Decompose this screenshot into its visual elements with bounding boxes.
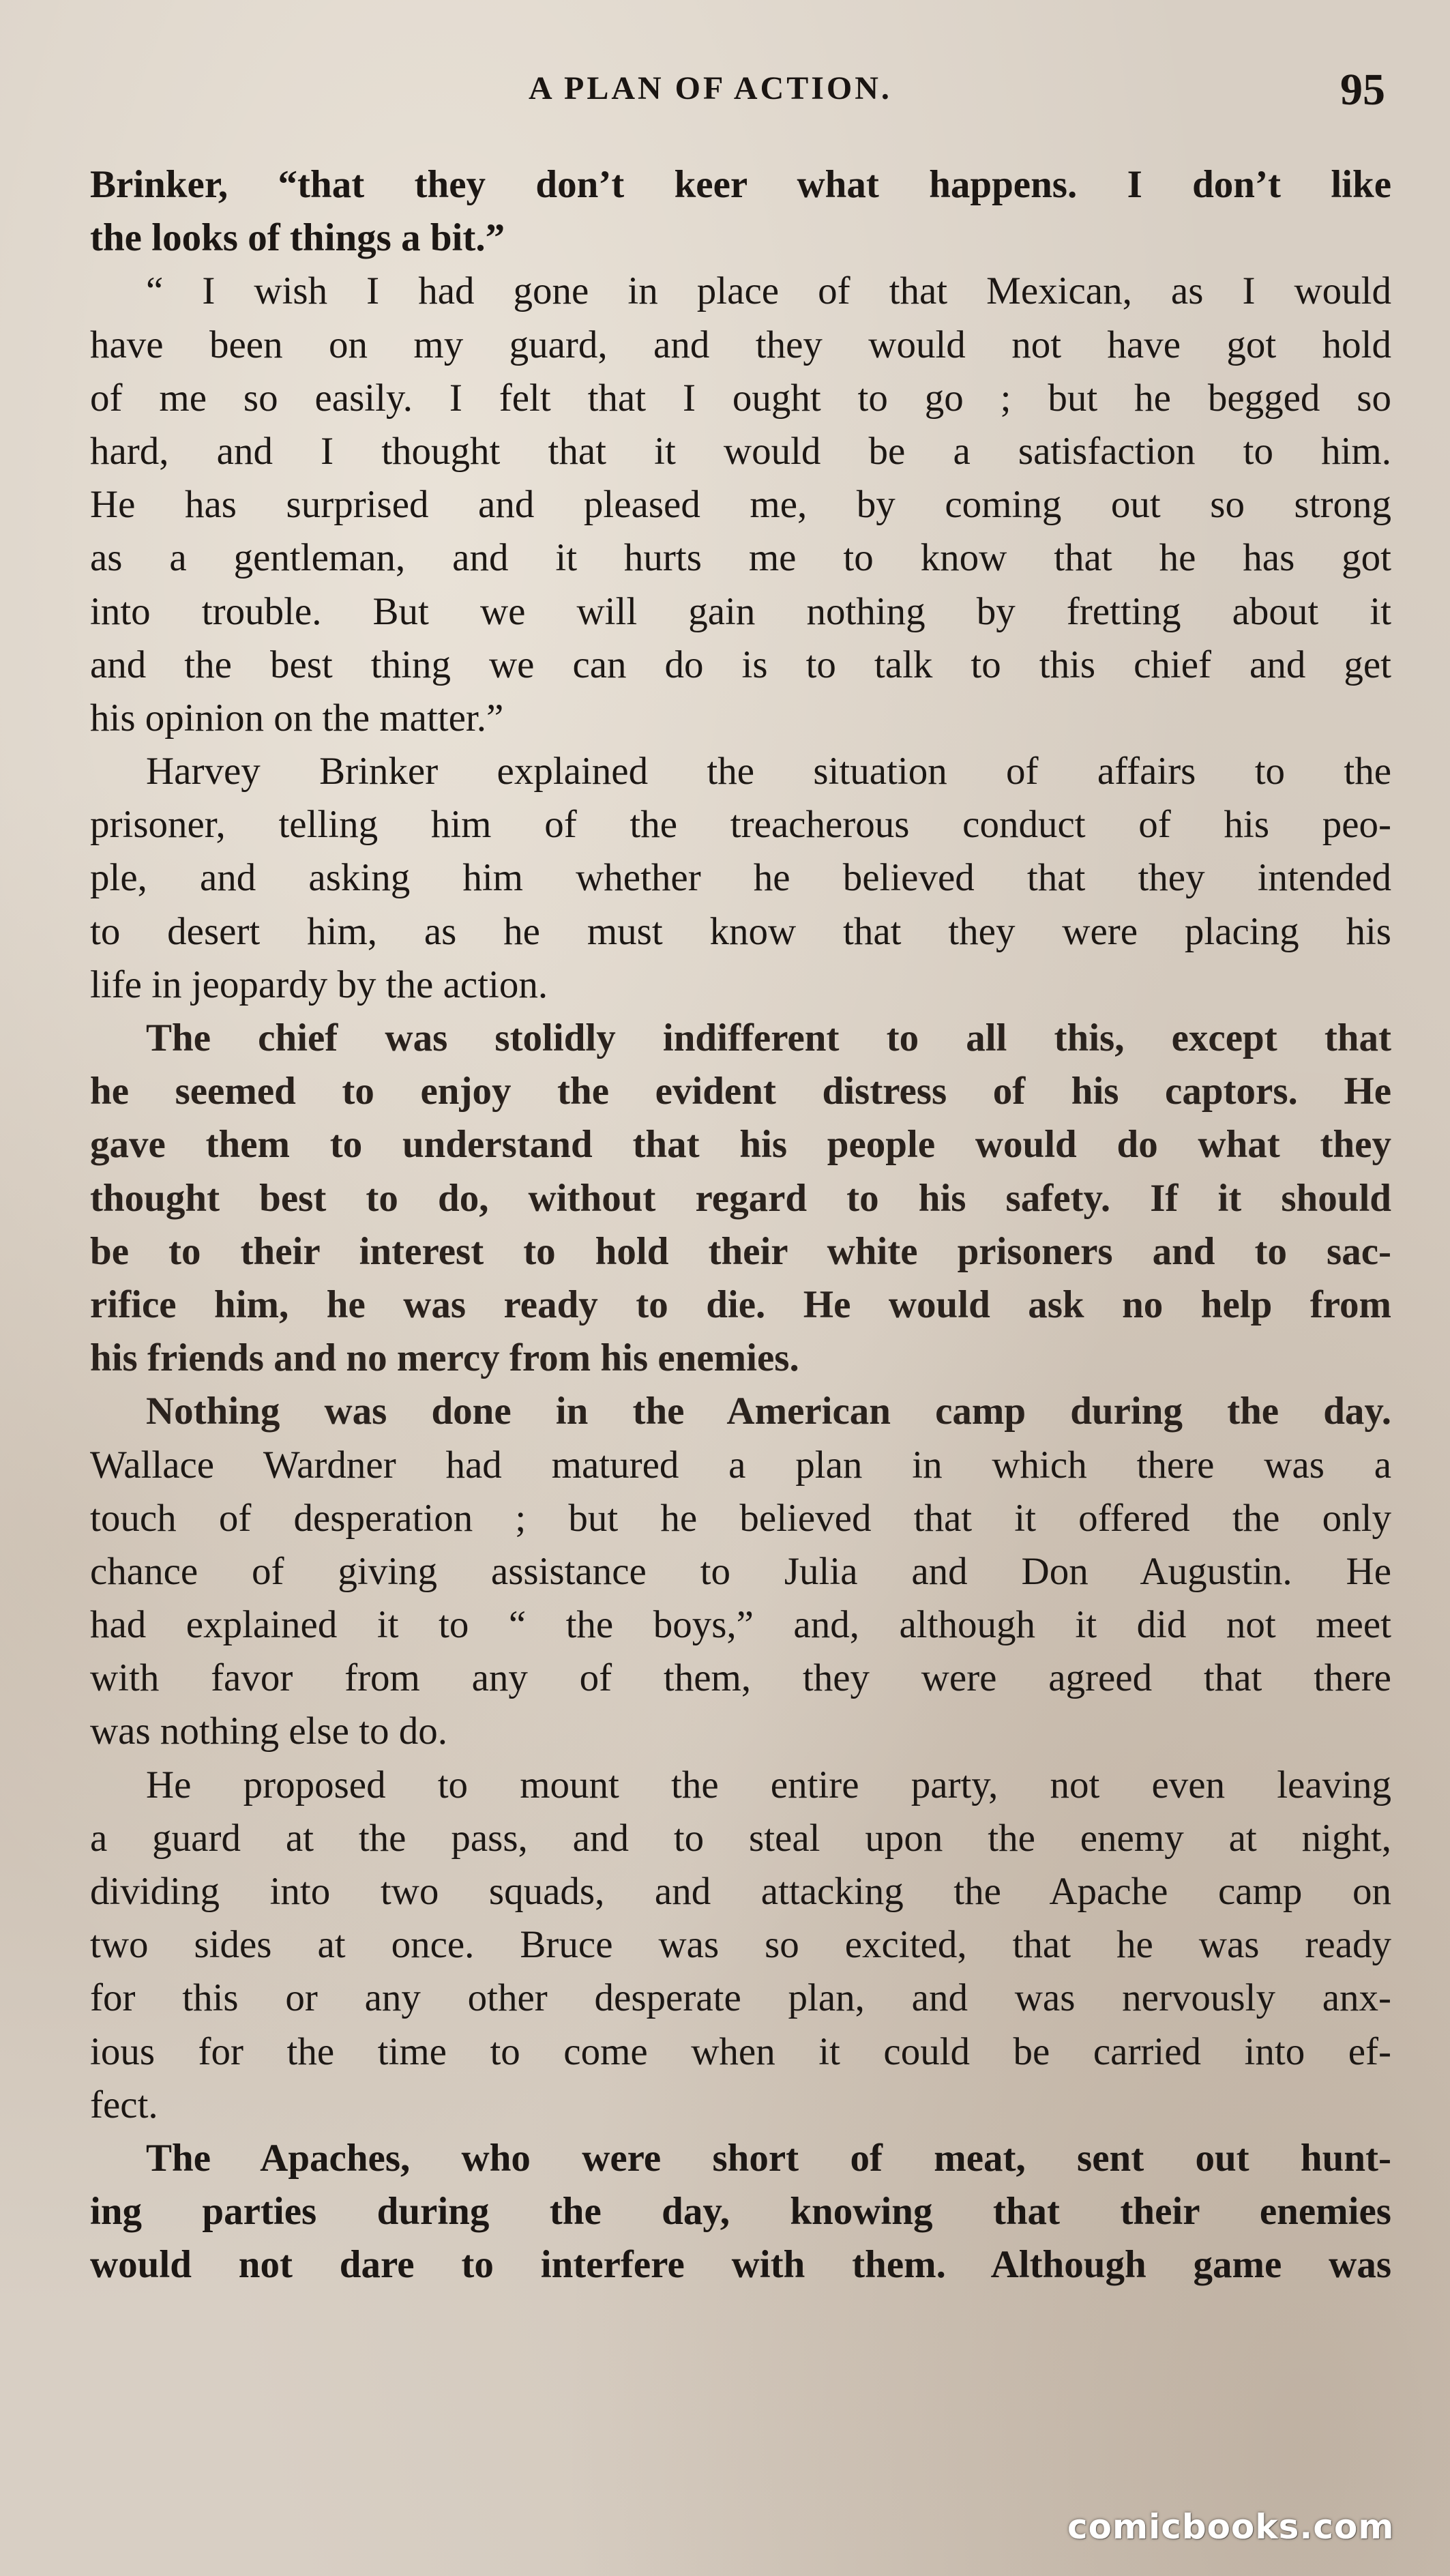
text-line: be to their interest to hold their white prisoners and to sac- bbox=[90, 1229, 1391, 1273]
text-line: prisoner, telling him of the treacherous conduct of his peo- bbox=[90, 803, 1391, 847]
text-line: Wallace Wardner had matured a plan in which there was a bbox=[90, 1443, 1391, 1487]
text-line: he seemed to enjoy the evident distress of his captors. He bbox=[90, 1070, 1391, 1113]
text-line: touch of desperation ; but he believed that it offered the only bbox=[90, 1496, 1391, 1540]
text-line: was nothing else to do. bbox=[90, 1710, 448, 1753]
text-line: chance of giving assistance to Julia and Don Augustin. He bbox=[90, 1549, 1391, 1593]
text-line: life in jeopardy by the action. bbox=[90, 963, 548, 1006]
text-line: Harvey Brinker explained the situation of affairs to the bbox=[146, 750, 1391, 793]
running-head bbox=[0, 65, 1450, 117]
text-line: had explained it to “ the boys,” and, although it did not meet bbox=[90, 1603, 1391, 1647]
text-line: would not dare to interfere with them. Although game was bbox=[90, 2243, 1391, 2287]
text-line: Brinker, “that they don’t keer what happens. I don’t like bbox=[90, 163, 1391, 206]
running-title: A PLAN OF ACTION. bbox=[529, 70, 892, 106]
text-line: and the best thing we can do is to talk to this chief and get bbox=[90, 643, 1391, 686]
text-line: He proposed to mount the entire party, not even leaving bbox=[146, 1763, 1391, 1806]
text-line: have been on my guard, and they would not have got hold bbox=[90, 323, 1391, 366]
text-line: ious for the time to come when it could be carried into ef- bbox=[90, 2030, 1391, 2073]
text-line: The chief was stolidly indifferent to all this, except that bbox=[146, 1016, 1391, 1059]
watermark: comicbooks.com bbox=[1067, 2507, 1395, 2547]
text-line: thought best to do, without regard to his safety. If it should bbox=[90, 1176, 1391, 1220]
text-line: into trouble. But we will gain nothing by fretting about it bbox=[90, 589, 1391, 633]
text-line: of me so easily. I felt that I ought to go ; but he begged so bbox=[90, 376, 1391, 420]
text-line: to desert him, as he must know that they were placing his bbox=[90, 909, 1391, 953]
text-line: hard, and I thought that it would be a satisfaction to him. bbox=[90, 429, 1391, 473]
text-line: Nothing was done in the American camp during the day. bbox=[146, 1390, 1391, 1433]
text-line: the looks of things a bit.” bbox=[90, 216, 505, 260]
text-line: for this or any other desperate plan, and was nervously anx- bbox=[90, 1976, 1391, 2020]
text-line: rifice him, he was ready to die. He would ask no help from bbox=[90, 1283, 1391, 1326]
text-line: “ I wish I had gone in place of that Mexican, as I would bbox=[146, 269, 1391, 313]
body-text bbox=[90, 158, 1391, 2292]
text-line: his opinion on the matter.” bbox=[90, 696, 504, 740]
text-line: He has surprised and pleased me, by coming out so strong bbox=[90, 483, 1391, 527]
text-line: as a gentleman, and it hurts me to know that he has got bbox=[90, 536, 1391, 580]
text-line: fect. bbox=[90, 2083, 158, 2126]
page-number: 95 bbox=[1340, 65, 1385, 115]
text-line: a guard at the pass, and to steal upon the enemy at night, bbox=[90, 1816, 1391, 1860]
text-line: dividing into two squads, and attacking the Apache camp on bbox=[90, 1870, 1391, 1913]
text-line: gave them to understand that his people would do what they bbox=[90, 1123, 1391, 1167]
text-line: ing parties during the day, knowing that their enemies bbox=[90, 2190, 1391, 2234]
text-line: two sides at once. Bruce was so excited, that he was ready bbox=[90, 1923, 1391, 1967]
text-line: with favor from any of them, they were agreed that there bbox=[90, 1656, 1391, 1700]
text-line: his friends and no mercy from his enemies. bbox=[90, 1336, 799, 1380]
text-line: ple, and asking him whether he believed that they intended bbox=[90, 856, 1391, 900]
text-line: The Apaches, who were short of meat, sent out hunt- bbox=[146, 2136, 1391, 2180]
